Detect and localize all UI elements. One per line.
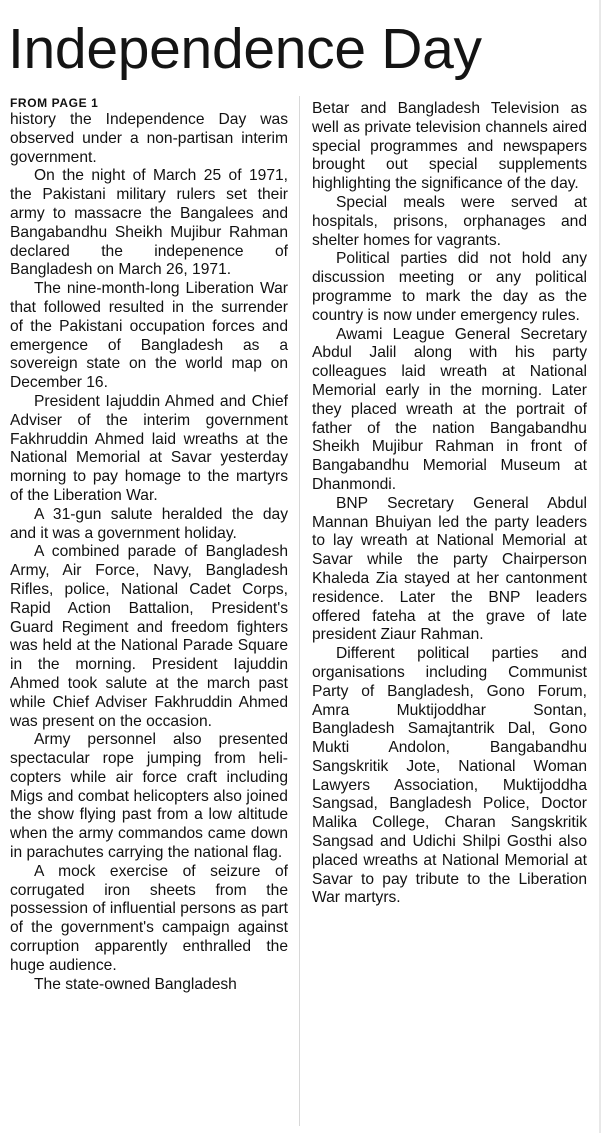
paragraph: The state-owned Bangladesh <box>34 975 237 993</box>
paragraph: On the night of March 25 of 1971, the Pakistani military rulers set their army to massacre the Bangalees and Bangabandhu Sheikh Mujibur Rahman declared the indepenence of Bangladesh on March 26, 1971. <box>10 167 288 279</box>
article-column-right <box>312 100 587 908</box>
headline: Independence Day <box>8 17 482 81</box>
paragraph: Political parties did not hold any discussion meeting or any political programme to mark the day as the country is now under emergency rules. <box>312 250 587 324</box>
paragraph: Special meals were served at hospitals, prisons, orphanages and shelter homes for vagrants. <box>312 193 587 249</box>
paragraph: A combined parade of Bangladesh Army, Air Force, Navy, Bangladesh Rifles, police, National Cadet Corps, Rapid Action Battalion, President's Guard Regiment and freedom fighters was held at the National Parade Square in the morning. President Iajuddin Ahmed took salute at the march past while Chief Adviser Fakhruddin Ahmed was present on the occasion. <box>10 543 288 730</box>
paragraph: Army personnel also presented spectacular rope jumping from helicopters while air force craft including Migs and combat helicopters also joined the show flying past from a low altitude when the army commandos came down in parachutes carrying the national flag. <box>10 731 288 862</box>
paragraph: Awami League General Secretary Abdul Jalil along with his party colleagues laid wreath at National Memorial early in the morning. Later they placed wreath at the portrait of father of the nation Bangabandhu Sheikh Mujibur Rahman in front of Bangabandhu Memorial Museum at Dhanmondi. <box>312 325 587 493</box>
paragraph: Different political parties and organisations including Communist Party of Bangladesh, Gono Forum, Amra Muktijoddhar Sontan, Bangladesh Samajtantrik Dal, Gono Mukti Andolon, Bangabandhu Sangskritik Jote, National Woman Lawyers Association, Muktijoddha Sangsad, Bangladesh Police, Doctor Malika College, Charan Sangskritik Sangsad and Udichi Shilpi Gosthi also placed wreaths at National Memorial at Savar to pay tribute to the Liberation War martyrs. <box>312 645 587 907</box>
paragraph: The nine-month-long Liberation War that followed resulted in the surrender of the Pakistani occupation forces and emergence of Bangladesh as a sovereign state on the world map on December 16. <box>10 280 288 392</box>
continuation-kicker: FROM PAGE 1 <box>10 96 99 110</box>
paragraph: Betar and Bangladesh Television as well as private television channels aired special programmes and newspapers brought out special supplements highlighting the significance of the day. <box>312 100 587 193</box>
column-divider <box>299 96 300 1126</box>
paragraph: BNP Secretary General Abdul Mannan Bhuiyan led the party leaders to lay wreath at National Memorial at Savar while the party Chairperson Khaleda Zia stayed at her cantonment residence. Later the BNP leaders offered fateha at the grave of late president Ziaur Rahman. <box>312 494 587 644</box>
paragraph: President Iajuddin Ahmed and Chief Adviser of the interim government Fakhruddin Ahmed laid wreaths at the National Memorial at Savar yesterday morning to pay homage to the martyrs of the Liberation War. <box>10 392 288 504</box>
paragraph: history the Independence Day was observed under a non-partisan interim government. <box>10 111 288 166</box>
paragraph: A mock exercise of seizure of corrugated iron sheets from the possession of influential persons as part of the government's campaign against corruption apparently enthralled the huge audience. <box>10 862 288 974</box>
article-column-left <box>10 96 288 994</box>
paragraph: A 31-gun salute heralded the day and it was a government holiday. <box>10 505 288 542</box>
